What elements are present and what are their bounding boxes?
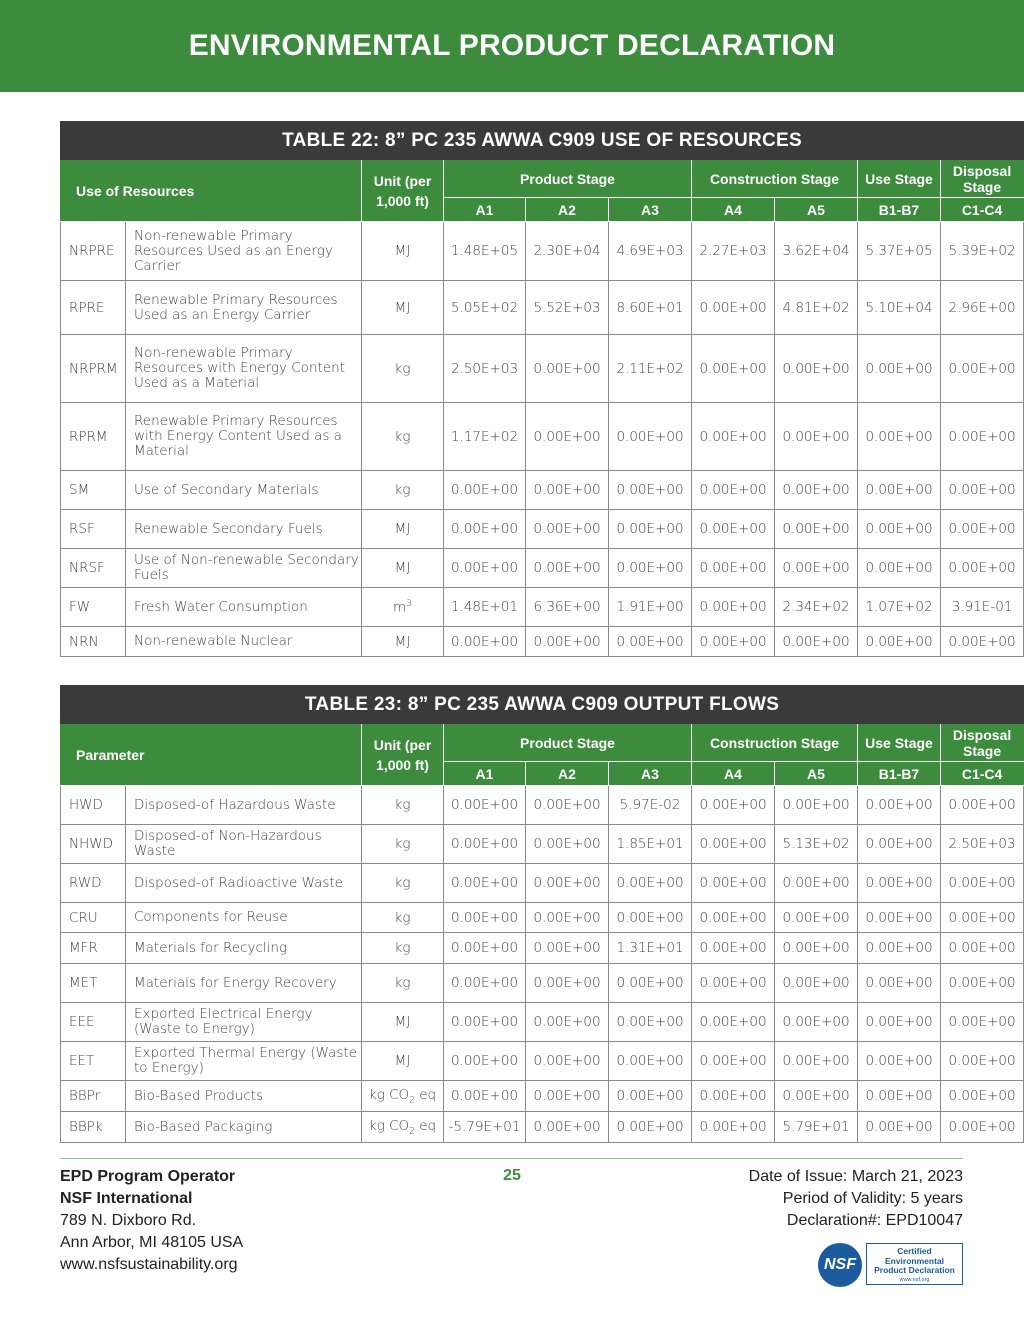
value-cell: 0.00E+00 (444, 964, 526, 1003)
value-cell: 3.62E+04 (775, 222, 858, 281)
row-abbreviation: SM (61, 471, 126, 510)
value-cell: 0.00E+00 (692, 471, 775, 510)
value-cell: 2.50E+03 (941, 825, 1024, 864)
use-stage-header: Use Stage (858, 160, 941, 198)
row-unit: kg (362, 864, 444, 903)
value-cell: 0.00E+00 (775, 510, 858, 549)
value-cell: 0.00E+00 (526, 1042, 609, 1081)
value-cell: 0.00E+00 (609, 403, 692, 471)
value-cell: 0.00E+00 (775, 786, 858, 825)
stage-code-c1-c4: C1-C4 (941, 762, 1024, 786)
value-cell: 0.00E+00 (526, 403, 609, 471)
row-abbreviation: BBPk (61, 1112, 126, 1143)
disposal-stage-header: Disposal Stage (941, 160, 1024, 198)
value-cell: 0.00E+00 (692, 825, 775, 864)
row-description: Non-renewable Primary Resources Used as an Energy Carrier (126, 222, 362, 281)
row-description: Renewable Primary Resources with Energy Content Used as a Material (126, 403, 362, 471)
table-row (61, 903, 1024, 933)
value-cell: 0.00E+00 (941, 1042, 1024, 1081)
value-cell: 0.00E+00 (609, 627, 692, 657)
value-cell: 0.00E+00 (941, 1112, 1024, 1143)
row-unit: MJ (362, 627, 444, 657)
construction-stage-header: Construction Stage (692, 160, 858, 198)
value-cell: 0.00E+00 (526, 933, 609, 964)
value-cell: 0.00E+00 (526, 549, 609, 588)
value-cell: 0.00E+00 (692, 549, 775, 588)
row-description: Disposed-of Non-Hazardous Waste (126, 825, 362, 864)
table-row (61, 588, 1024, 627)
address-line-2: Ann Arbor, MI 48105 USA (60, 1234, 244, 1251)
stage-code-b1-b7: B1-B7 (858, 198, 941, 222)
value-cell: 0.00E+00 (941, 1003, 1024, 1042)
declaration-number: Declaration#: EPD10047 (786, 1212, 963, 1229)
value-cell: 0.00E+00 (775, 627, 858, 657)
value-cell: 0.00E+00 (526, 510, 609, 549)
value-cell: 0.00E+00 (858, 1003, 941, 1042)
value-cell: 2.50E+03 (444, 335, 526, 403)
table-row (61, 403, 1024, 471)
operator-org: NSF International (60, 1190, 193, 1207)
row-unit: MJ (362, 1003, 444, 1042)
nsf-logo: NSF (818, 1243, 862, 1287)
badge-line-2: Environmental (884, 1255, 945, 1266)
value-cell: 0.00E+00 (941, 864, 1024, 903)
operator-label: EPD Program Operator (60, 1168, 236, 1185)
value-cell: 0.00E+00 (444, 933, 526, 964)
value-cell: 0.00E+00 (941, 471, 1024, 510)
value-cell: 0.00E+00 (609, 903, 692, 933)
value-cell: 0.00E+00 (526, 825, 609, 864)
value-cell: 0.00E+00 (941, 1081, 1024, 1112)
value-cell: 5.05E+02 (444, 281, 526, 335)
value-cell: 5.79E+01 (775, 1112, 858, 1143)
table-row (61, 933, 1024, 964)
row-unit: kg $CO_2$ eq (362, 1081, 444, 1112)
value-cell: 0.00E+00 (692, 964, 775, 1003)
value-cell: 0.00E+00 (858, 933, 941, 964)
row-description: Exported Electrical Energy (Waste to Energy) (126, 1003, 362, 1042)
value-cell: 0.00E+00 (526, 627, 609, 657)
value-cell: 0.00E+00 (941, 510, 1024, 549)
row-description: Exported Thermal Energy (Waste to Energy) (126, 1042, 362, 1081)
value-cell: 3.91E-01 (941, 588, 1024, 627)
value-cell: 0.00E+00 (526, 1003, 609, 1042)
row-description: Materials for Recycling (126, 933, 362, 964)
stage-code-a3: A3 (609, 198, 692, 222)
row-description: Disposed-of Hazardous Waste (126, 786, 362, 825)
value-cell: 0.00E+00 (858, 510, 941, 549)
row-unit: kg (362, 786, 444, 825)
row-abbreviation: RSF (61, 510, 126, 549)
stage-code-a2: A2 (526, 762, 609, 786)
value-cell: 5.13E+02 (775, 825, 858, 864)
row-unit: kg (362, 933, 444, 964)
row-abbreviation: FW (61, 588, 126, 627)
row-description: Non-renewable Nuclear (126, 627, 362, 657)
table-row (61, 825, 1024, 864)
table-row (61, 1081, 1024, 1112)
value-cell: 0.00E+00 (941, 627, 1024, 657)
value-cell: 0.00E+00 (609, 1081, 692, 1112)
table-row (61, 786, 1024, 825)
output-flows-table (60, 685, 1024, 1143)
value-cell: 0.00E+00 (775, 1003, 858, 1042)
stage-code-a4: A4 (692, 198, 775, 222)
page-number: 25 (503, 1167, 521, 1184)
value-cell: 0.00E+00 (692, 627, 775, 657)
stage-code-a3: A3 (609, 762, 692, 786)
table-title: TABLE 23: 8” PC 235 AWWA C909 OUTPUT FLOWS (61, 686, 1024, 724)
value-cell: 0.00E+00 (858, 786, 941, 825)
value-cell: 2.30E+04 (526, 222, 609, 281)
value-cell: 0.00E+00 (692, 864, 775, 903)
table-row (61, 549, 1024, 588)
value-cell: 0.00E+00 (526, 903, 609, 933)
value-cell: 0.00E+00 (775, 1081, 858, 1112)
value-cell: 0.00E+00 (692, 1042, 775, 1081)
stage-code-a2: A2 (526, 198, 609, 222)
value-cell: 0.00E+00 (858, 964, 941, 1003)
value-cell: 0.00E+00 (444, 471, 526, 510)
value-cell: 0.00E+00 (941, 964, 1024, 1003)
value-cell: 0.00E+00 (609, 964, 692, 1003)
resources-table (60, 121, 1024, 657)
table-row (61, 510, 1024, 549)
row-unit: MJ (362, 281, 444, 335)
value-cell: 0.00E+00 (692, 903, 775, 933)
value-cell: 0.00E+00 (444, 1003, 526, 1042)
value-cell: 1.07E+02 (858, 588, 941, 627)
row-abbreviation: NRSF (61, 549, 126, 588)
validity-period: Period of Validity: 5 years (782, 1190, 963, 1207)
value-cell: 0.00E+00 (858, 903, 941, 933)
row-abbreviation: NRPRE (61, 222, 126, 281)
row-unit: MJ (362, 222, 444, 281)
value-cell: 0.00E+00 (858, 627, 941, 657)
value-cell: 0.00E+00 (526, 1081, 609, 1112)
value-cell: 0.00E+00 (858, 1112, 941, 1143)
stage-code-a1: A1 (444, 762, 526, 786)
value-cell: 0.00E+00 (775, 335, 858, 403)
row-unit: MJ (362, 549, 444, 588)
value-cell: 0.00E+00 (858, 864, 941, 903)
row-description: Components for Reuse (126, 903, 362, 933)
row-unit: kg (362, 471, 444, 510)
value-cell: 0.00E+00 (444, 786, 526, 825)
value-cell: 0.00E+00 (692, 281, 775, 335)
use-stage-header: Use Stage (858, 724, 941, 762)
badge-url: www.nsf.org (899, 1276, 930, 1283)
value-cell: 0.00E+00 (775, 964, 858, 1003)
row-unit: MJ (362, 1042, 444, 1081)
value-cell: 0.00E+00 (941, 403, 1024, 471)
row-description: Fresh Water Consumption (126, 588, 362, 627)
value-cell: 4.81E+02 (775, 281, 858, 335)
row-abbreviation: NRPRM (61, 335, 126, 403)
table-row (61, 627, 1024, 657)
value-cell: 0.00E+00 (692, 403, 775, 471)
issue-date: Date of Issue: March 21, 2023 (748, 1168, 963, 1185)
value-cell: 1.48E+01 (444, 588, 526, 627)
value-cell: 0.00E+00 (941, 335, 1024, 403)
value-cell: 0.00E+00 (609, 510, 692, 549)
page-banner (0, 0, 1024, 92)
value-cell: 2.34E+02 (775, 588, 858, 627)
first-column-header: Parameter (61, 724, 362, 786)
table-row (61, 335, 1024, 403)
stage-code-a5: A5 (775, 198, 858, 222)
page-title: ENVIRONMENTAL PRODUCT DECLARATION (188, 29, 836, 62)
value-cell: 1.17E+02 (444, 403, 526, 471)
value-cell: 0.00E+00 (609, 471, 692, 510)
unit-header: Unit (per 1,000 ft) (362, 724, 444, 786)
row-description: Disposed-of Radioactive Waste (126, 864, 362, 903)
row-abbreviation: EET (61, 1042, 126, 1081)
stage-code-b1-b7: B1-B7 (858, 762, 941, 786)
value-cell: 0.00E+00 (526, 1112, 609, 1143)
value-cell: 5.39E+02 (941, 222, 1024, 281)
badge-line-3: Product Declaration (874, 1265, 955, 1275)
address-line-1: 789 N. Dixboro Rd. (60, 1212, 197, 1229)
value-cell: 1.91E+00 (609, 588, 692, 627)
footer-issue-info (749, 1166, 963, 1232)
value-cell: 0.00E+00 (609, 549, 692, 588)
value-cell: 0.00E+00 (692, 1081, 775, 1112)
value-cell: 0.00E+00 (858, 335, 941, 403)
row-abbreviation: CRU (61, 903, 126, 933)
stage-code-c1-c4: C1-C4 (941, 198, 1024, 222)
row-description: Bio-Based Packaging (126, 1112, 362, 1143)
construction-stage-header: Construction Stage (692, 724, 858, 762)
value-cell: 0.00E+00 (609, 1003, 692, 1042)
value-cell: 0.00E+00 (858, 471, 941, 510)
value-cell: 1.48E+05 (444, 222, 526, 281)
footer-operator (60, 1166, 243, 1276)
value-cell: 0.00E+00 (941, 786, 1024, 825)
unit-header: Unit (per 1,000 ft) (362, 160, 444, 222)
table-row (61, 1003, 1024, 1042)
value-cell: 0.00E+00 (444, 1042, 526, 1081)
row-description: Materials for Energy Recovery (126, 964, 362, 1003)
value-cell: 0.00E+00 (444, 864, 526, 903)
value-cell: 0.00E+00 (941, 933, 1024, 964)
value-cell: 0.00E+00 (444, 825, 526, 864)
value-cell: 0.00E+00 (526, 864, 609, 903)
row-abbreviation: HWD (61, 786, 126, 825)
value-cell: 0.00E+00 (858, 549, 941, 588)
value-cell: 0.00E+00 (692, 335, 775, 403)
value-cell: 0.00E+00 (444, 903, 526, 933)
table-row (61, 1042, 1024, 1081)
value-cell: 0.00E+00 (775, 549, 858, 588)
row-unit: MJ (362, 510, 444, 549)
value-cell: 0.00E+00 (526, 335, 609, 403)
value-cell: 0.00E+00 (444, 1081, 526, 1112)
value-cell: 2.11E+02 (609, 335, 692, 403)
value-cell: 0.00E+00 (526, 964, 609, 1003)
value-cell: 0.00E+00 (858, 403, 941, 471)
stage-code-a1: A1 (444, 198, 526, 222)
value-cell: 0.00E+00 (692, 1003, 775, 1042)
value-cell: 0.00E+00 (858, 1042, 941, 1081)
value-cell: 0.00E+00 (609, 864, 692, 903)
website-link[interactable]: www.nsfsustainability.org (60, 1256, 238, 1273)
value-cell: 5.97E-02 (609, 786, 692, 825)
table-title: TABLE 22: 8” PC 235 AWWA C909 USE OF RESOURCES (61, 122, 1024, 160)
value-cell: 2.96E+00 (941, 281, 1024, 335)
value-cell: 4.69E+03 (609, 222, 692, 281)
value-cell: 0.00E+00 (526, 786, 609, 825)
row-description: Non-renewable Primary Resources with Energy Content Used as a Material (126, 335, 362, 403)
row-abbreviation: NHWD (61, 825, 126, 864)
value-cell: 0.00E+00 (692, 588, 775, 627)
badge-line-1: Certified (897, 1246, 932, 1256)
row-abbreviation: EEE (61, 1003, 126, 1042)
value-cell: 0.00E+00 (775, 471, 858, 510)
value-cell: 0.00E+00 (775, 1042, 858, 1081)
value-cell: 0.00E+00 (692, 786, 775, 825)
row-unit: kg $CO_2$ eq (362, 1112, 444, 1143)
row-unit: $m^3$ (362, 588, 444, 627)
row-unit: kg (362, 825, 444, 864)
value-cell: 0.00E+00 (609, 1112, 692, 1143)
table-body (61, 786, 1024, 1143)
row-abbreviation: BBPr (61, 1081, 126, 1112)
value-cell: 0.00E+00 (444, 510, 526, 549)
row-abbreviation: RWD (61, 864, 126, 903)
row-unit: kg (362, 335, 444, 403)
value-cell: 0.00E+00 (692, 1112, 775, 1143)
footer-divider (60, 1158, 963, 1159)
row-description: Use of Non-renewable Secondary Fuels (126, 549, 362, 588)
value-cell: 0.00E+00 (692, 510, 775, 549)
row-description: Renewable Secondary Fuels (126, 510, 362, 549)
stage-code-a4: A4 (692, 762, 775, 786)
row-description: Bio-Based Products (126, 1081, 362, 1112)
first-column-header: Use of Resources (61, 160, 362, 222)
value-cell: 0.00E+00 (775, 864, 858, 903)
row-unit: kg (362, 403, 444, 471)
value-cell: 1.85E+01 (609, 825, 692, 864)
stage-code-a5: A5 (775, 762, 858, 786)
product-stage-header: Product Stage (444, 724, 692, 762)
value-cell: 0.00E+00 (444, 549, 526, 588)
table-row (61, 281, 1024, 335)
value-cell: 0.00E+00 (941, 903, 1024, 933)
row-description: Renewable Primary Resources Used as an Energy Carrier (126, 281, 362, 335)
value-cell: 0.00E+00 (526, 471, 609, 510)
value-cell: 0.00E+00 (444, 627, 526, 657)
value-cell: 0.00E+00 (609, 1042, 692, 1081)
value-cell: 2.27E+03 (692, 222, 775, 281)
table-body (61, 222, 1024, 657)
row-abbreviation: RPRM (61, 403, 126, 471)
value-cell: 0.00E+00 (775, 403, 858, 471)
row-unit: kg (362, 964, 444, 1003)
table-row (61, 964, 1024, 1003)
row-abbreviation: RPRE (61, 281, 126, 335)
value-cell: 0.00E+00 (775, 903, 858, 933)
value-cell: 1.31E+01 (609, 933, 692, 964)
table-row (61, 1112, 1024, 1143)
product-stage-header: Product Stage (444, 160, 692, 198)
certified-epd-badge (866, 1243, 963, 1285)
row-unit: kg (362, 903, 444, 933)
value-cell: 0.00E+00 (692, 933, 775, 964)
value-cell: 5.10E+04 (858, 281, 941, 335)
row-abbreviation: MET (61, 964, 126, 1003)
value-cell: 8.60E+01 (609, 281, 692, 335)
table-row (61, 864, 1024, 903)
value-cell: 6.36E+00 (526, 588, 609, 627)
table-row (61, 222, 1024, 281)
value-cell: -5.79E+01 (444, 1112, 526, 1143)
value-cell: 0.00E+00 (775, 933, 858, 964)
value-cell: 0.00E+00 (858, 1081, 941, 1112)
disposal-stage-header: Disposal Stage (941, 724, 1024, 762)
row-abbreviation: MFR (61, 933, 126, 964)
table-row (61, 471, 1024, 510)
row-abbreviation: NRN (61, 627, 126, 657)
value-cell: 5.52E+03 (526, 281, 609, 335)
row-description: Use of Secondary Materials (126, 471, 362, 510)
value-cell: 5.37E+05 (858, 222, 941, 281)
value-cell: 0.00E+00 (941, 549, 1024, 588)
value-cell: 0.00E+00 (858, 825, 941, 864)
